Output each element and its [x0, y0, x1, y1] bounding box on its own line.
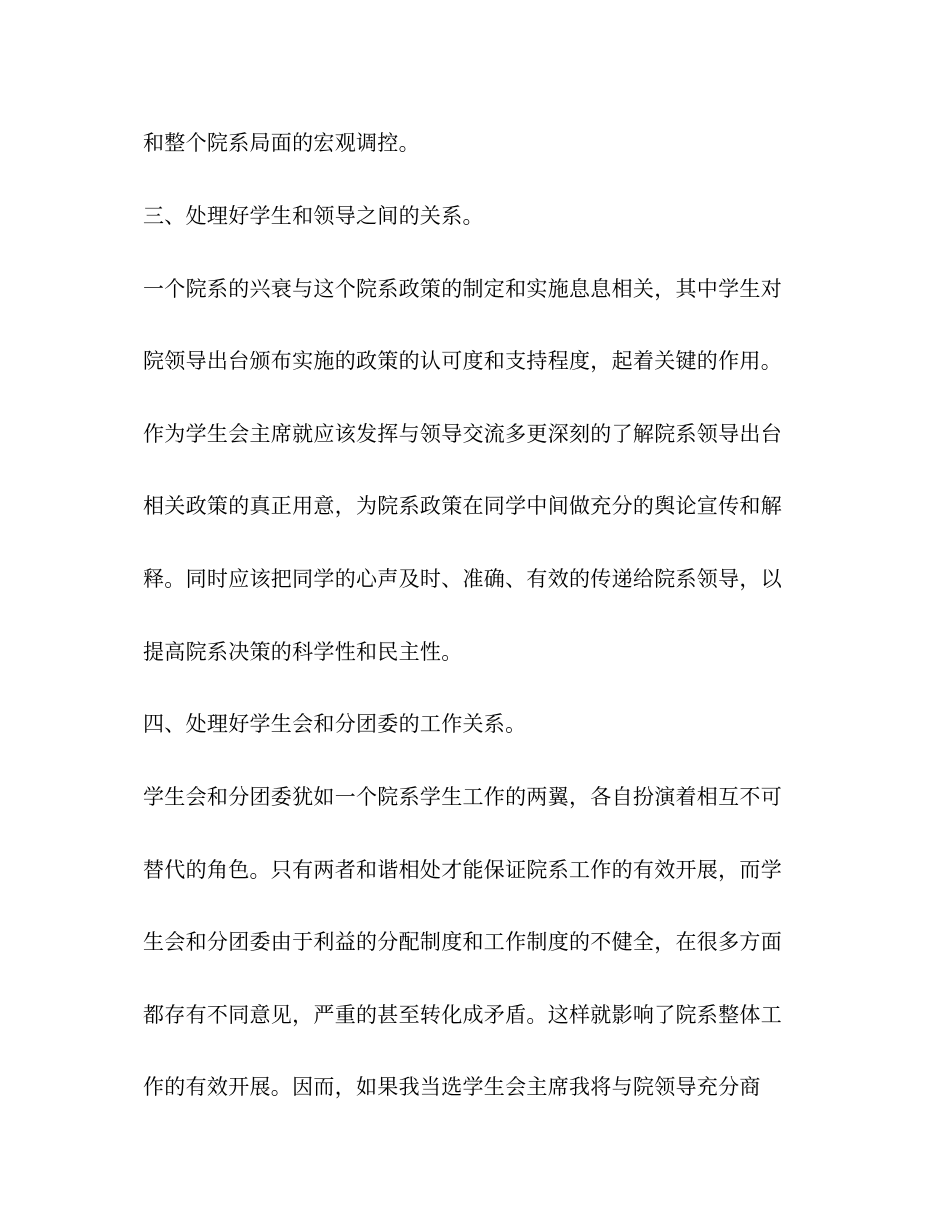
text-line: 相关政策的真正用意，为院系政策在同学中间做充分的舆论宣传和解	[143, 494, 782, 518]
text-line: 提高院系决策的科学性和民主性。	[143, 640, 463, 664]
text-line: 和整个院系局面的宏观调控。	[143, 131, 420, 155]
text-line: 一个院系的兴衰与这个院系政策的制定和实施息息相关，其中学生对	[143, 277, 782, 301]
text-line: 作的有效开展。因而，如果我当选学生会主席我将与院领导充分商	[143, 1075, 761, 1099]
text-line: 院领导出台颁布实施的政策的认可度和支持程度，起着关键的作用。	[143, 349, 782, 373]
text-line: 替代的角色。只有两者和谐相处才能保证院系工作的有效开展，而学	[143, 858, 782, 882]
section-heading: 三、处理好学生和领导之间的关系。	[143, 204, 484, 228]
text-line: 释。同时应该把同学的心声及时、准确、有效的传递给院系领导，以	[143, 567, 782, 591]
text-line: 都存有不同意见，严重的甚至转化成矛盾。这样就影响了院系整体工	[143, 1003, 782, 1027]
section-heading: 四、处理好学生会和分团委的工作关系。	[143, 712, 527, 736]
text-line: 作为学生会主席就应该发挥与领导交流多更深刻的了解院系领导出台	[143, 422, 782, 446]
text-line: 生会和分团委由于利益的分配制度和工作制度的不健全，在很多方面	[143, 930, 782, 954]
text-line: 学生会和分团委犹如一个院系学生工作的两翼，各自扮演着相互不可	[143, 785, 782, 809]
